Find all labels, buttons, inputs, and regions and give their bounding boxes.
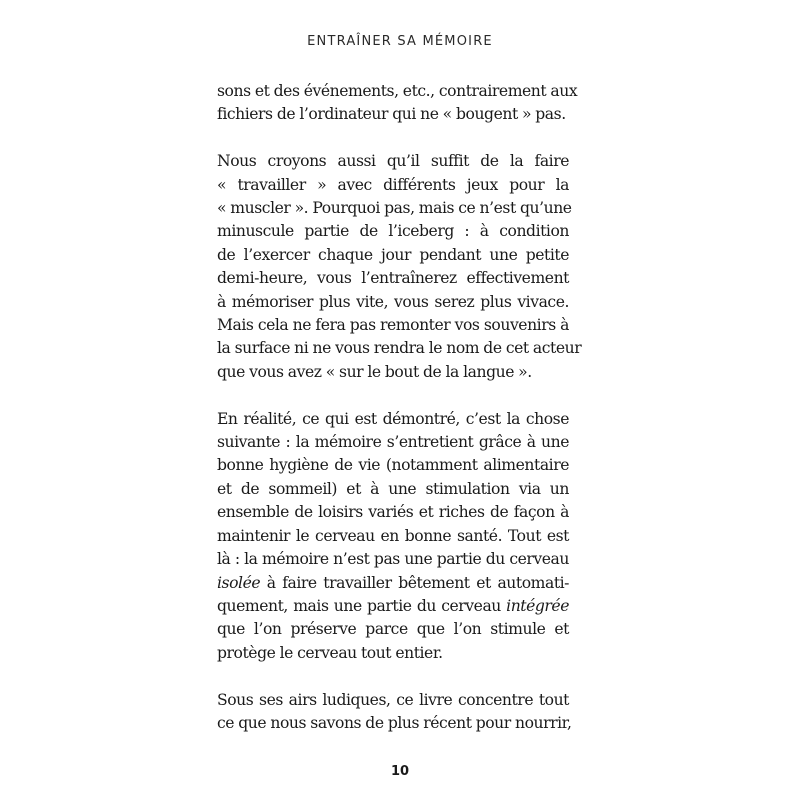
paragraph-3 [217,408,569,665]
text-line: la surface ni ne vous rendra le nom de cet acteur [217,339,582,358]
paragraph-4 [217,689,572,736]
text-line: que l’on préserve parce que l’on stimule et [217,620,569,639]
text-line: minuscule partie de l’iceberg : à condition [217,222,569,241]
text-line: Mais cela ne fera pas remonter vos souvenirs à [217,316,569,335]
paragraph-2 [217,150,582,384]
paragraph-1 [217,80,578,127]
text-line [217,595,569,618]
text-line [217,572,569,595]
text-line: de l’exercer chaque jour pendant une petite [217,245,569,264]
text-line: suivante : la mémoire s’entretient grâce à une [217,433,569,452]
text-line: En réalité, ce qui est démontré, c’est la chose [217,409,569,428]
text-line: « muscler ». Pourquoi pas, mais ce n’est qu’une [217,199,572,218]
text-line: protège le cerveau tout entier. [217,643,443,662]
text-line: bonne hygiène de vie (notamment alimentaire [217,456,569,475]
text-line: et de sommeil) et à une stimulation via un [217,479,569,498]
text-line: fichiers de l’ordinateur qui ne « bougent » pas. [217,105,566,124]
text-line: demi-heure, vous l’entraînerez effectivement [217,269,569,288]
text-line: à mémoriser plus vite, vous serez plus vivace. [217,292,569,311]
italic-term: isolée [217,573,261,592]
text-run: quement, mais une partie du cerveau [217,596,507,615]
text-line: ensemble de loisirs variés et riches de façon à [217,503,569,522]
text-run: à faire travailler bêtement et automati- [260,573,569,592]
page-number: 10 [390,764,410,779]
text-line: Nous croyons aussi qu’il suffit de la faire [217,152,569,171]
running-header: ENTRAÎNER SA MÉMOIRE [307,34,493,49]
text-line: sons et des événements, etc., contrairement aux [217,82,578,100]
text-line: que vous avez « sur le bout de la langue ». [217,362,532,381]
italic-term: intégrée [506,596,569,615]
text-line: ce que nous savons de plus récent pour nourrir, [217,713,572,732]
text-line: là : la mémoire n’est pas une partie du cerveau [217,550,569,569]
body-text [217,80,582,759]
text-line: « travailler » avec différents jeux pour la [217,175,569,194]
text-line: maintenir le cerveau en bonne santé. Tout est [217,526,569,545]
text-line: Sous ses airs ludiques, ce livre concentre tout [217,690,569,709]
